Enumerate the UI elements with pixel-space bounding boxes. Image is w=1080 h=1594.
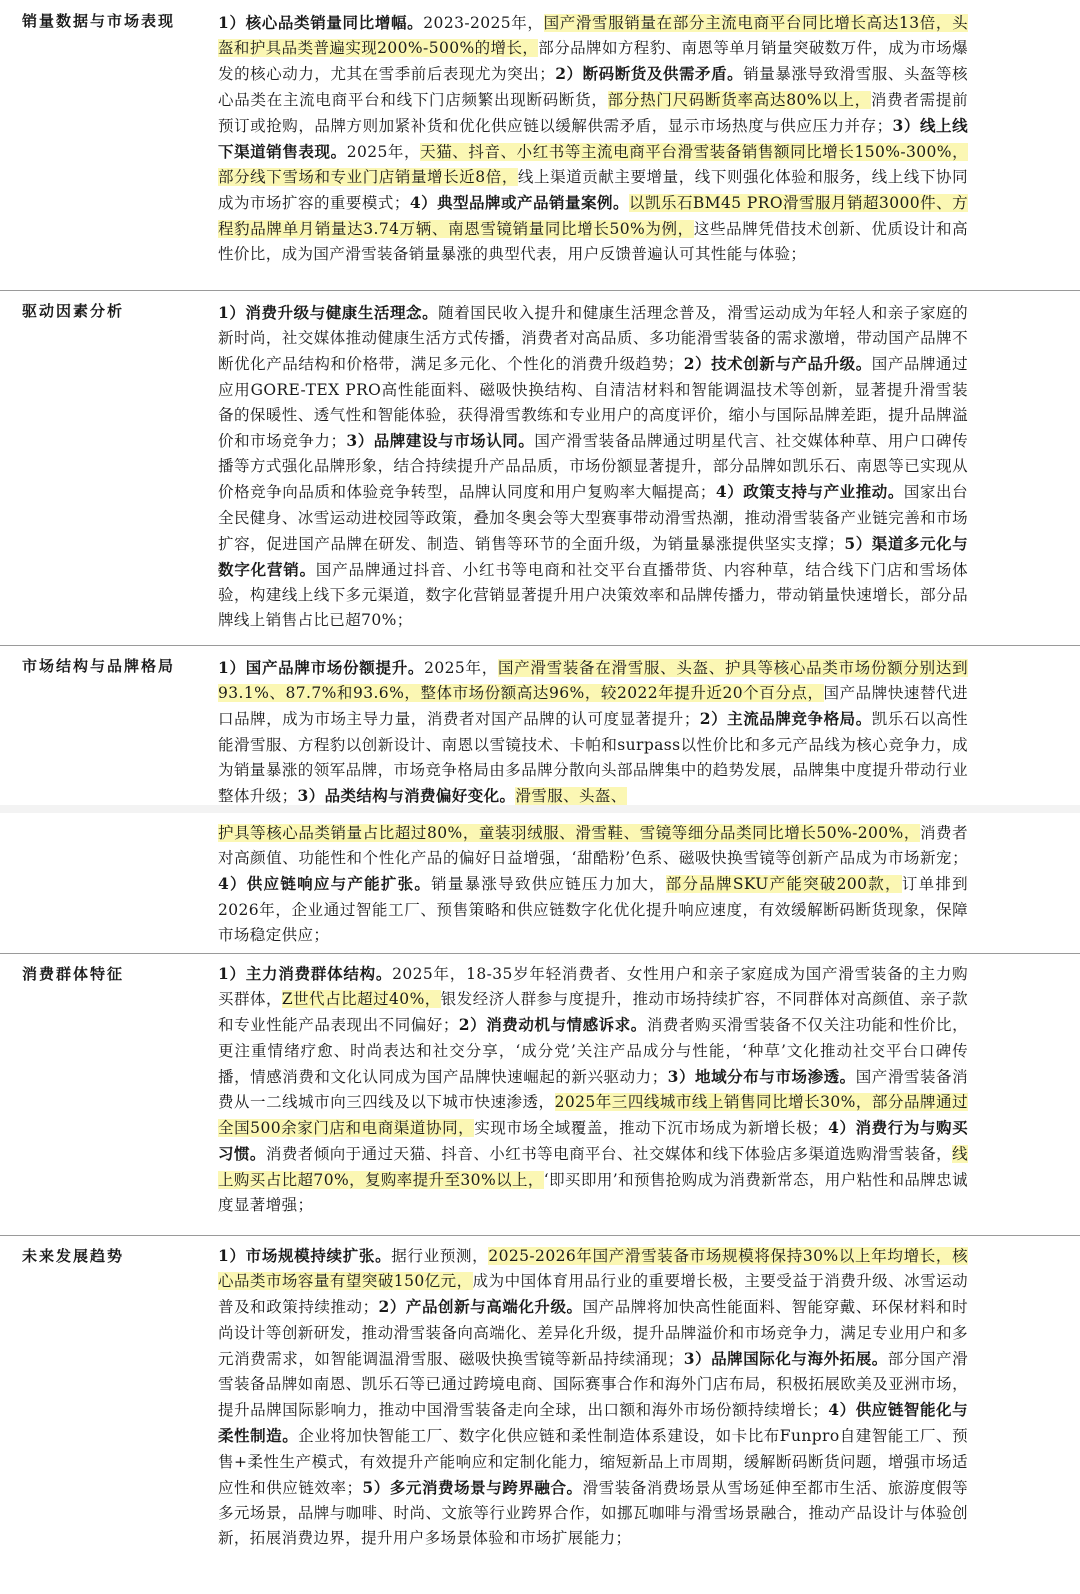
section-sales-data: [0, 0, 1080, 291]
body-text: 国产滑雪装备消费从一二线城市向三四线及以下城市快速渗透，: [218, 1067, 968, 1112]
body-text: 消费者购买滑雪装备不仅关注功能和性价比，更注重情绪疗愈、时尚表达和社交分享，‘成分党’关注产品成分与性能，‘种草’文化推动社交平台口碑传播，情感消费和文化认同成为国产品牌快速崛起的新兴驱动力；: [218, 1016, 968, 1086]
point-heading: 2）断码断货及供需矛盾。: [555, 64, 744, 84]
body-text: 2025年，: [346, 143, 421, 162]
body-text: 部分品牌如方程豹、南恩等单月销量突破数万件，成为市场爆发的核心动力，尤其在雪季前后表现尤为突出；: [218, 39, 968, 84]
highlighted-text: 线上购买占比超70%，复购率提升至30%以上，: [218, 1145, 969, 1189]
highlighted-text: 护具等核心品类销量占比超过80%，童装羽绒服、滑雪鞋、雪镜等细分品类同比增长50%-200%，: [218, 824, 920, 842]
highlighted-text: 滑雪服、头盔、: [515, 787, 627, 806]
section-future-trends: [0, 1235, 1080, 1594]
point-heading: 3）地域分布与市场渗透。: [667, 1066, 856, 1086]
highlighted-text: Z世代占比超过40%，: [281, 990, 441, 1009]
point-heading: 1）国产品牌市场份额提升。: [218, 658, 425, 677]
point-heading: 4）典型品牌或产品销量案例。: [409, 193, 629, 213]
section-body: [218, 300, 968, 634]
highlighted-text: 天猫、抖音、小红书等主流电商平台滑雪装备销售额同比增长150%-300%，部分线下雪场和专业门店销量增长近8倍，: [218, 143, 968, 187]
point-heading: 2）主流品牌竞争格局。: [699, 709, 872, 729]
body-text: 2023-2025年，: [423, 14, 544, 32]
point-heading: 5）多元消费场景与跨界融合。: [362, 1477, 583, 1497]
body-text: 滑雪装备消费场景从雪场延伸至都市生活、旅游度假等多元场景，品牌与咖啡、时尚、文旅等行业跨界合作，如挪瓦咖啡与滑雪场景融合，推动产品设计与体验创新，拓展消费边界，提升用户多场景体验和市场扩展能力；: [218, 1478, 968, 1548]
body-text: 企业将加快智能工厂、数字化供应链和柔性制造体系建设，如卡比布Funpro自建智能工厂、预售+柔性生产模式，有效提升产能响应和定制化能力，缩短新品上市周期，缓解断码断货问题，增强市场适应性和供应链效率；: [218, 1427, 968, 1497]
page-break-gap: [0, 805, 1080, 813]
body-text: 国产滑雪装备品牌通过明星代言、社交媒体种草、用户口碑传播等方式强化品牌形象，结合持续提升产品品质，市场份额显著提升，部分品牌如凯乐石、南恩等已实现从价格竞争向品质和体验竞争转型，品牌认同度和用户复购率大幅提高；: [218, 432, 968, 502]
section-market-structure: [0, 645, 1080, 805]
section-body: [218, 961, 968, 1218]
body-text: 银发经济人群参与度提升，推动市场持续扩容，不同群体对高颜值、亲子款和专业性能产品表现出不同偏好；: [218, 990, 969, 1035]
body-text: 订单排到2026年，企业通过智能工厂、预售策略和供应链数字化优化提升响应速度，有效缓解断码断货现象，保障市场稳定供应；: [218, 875, 968, 944]
body-text: 线上渠道贡献主要增量，线下则强化体验和服务，线上线下协同成为市场扩容的重要模式；: [218, 168, 968, 213]
section-label: 销量数据与市场表现: [22, 12, 176, 30]
body-text: 据行业预测，: [391, 1247, 489, 1265]
body-text: 部分国产滑雪装备品牌如南恩、凯乐石等已通过跨境电商、国际赛事合作和海外门店布局，积极拓展欧美及亚洲市场，提升品牌国际影响力，推动中国滑雪装备走向全球，出口额和海外市场份额持续增长；: [218, 1349, 968, 1420]
body-text: 消费者需提前预订或抢购，品牌方则加紧补货和优化供应链以缓解供需矛盾，显示市场热度与供应压力并存；: [218, 90, 968, 135]
section-body: [218, 821, 968, 948]
point-heading: 4）消费行为与购买习惯。: [218, 1118, 969, 1164]
body-text: 这些品牌凭借技术创新、优质设计和高性价比，成为国产滑雪装备销量暴涨的典型代表，用户反馈普遍认可其性能与体验；: [218, 219, 968, 263]
section-consumer-groups: [0, 953, 1080, 1236]
body-text: 消费者倾向于通过天猫、抖音、小红书等电商平台、社交媒体和线下体验店多渠道选购滑雪装备，: [265, 1145, 953, 1164]
body-text: ‘即买即用’和预售抢购成为消费新常态，用户粘性和品牌忠诚度显著增强；: [218, 1170, 968, 1214]
section-label: 驱动因素分析: [22, 302, 125, 320]
section-label: 市场结构与品牌格局: [22, 657, 176, 675]
body-text: 国产品牌通过应用GORE-TEX PRO高性能面料、磁吸快换结构、自清洁材料和智能调温技术等创新，显著提升滑雪装备的保暖性、透气性和智能体验，获得滑雪教练和专业用户的高度评价，缩小与国际品牌差距，提升品牌溢价和市场竞争力；: [218, 355, 968, 451]
point-heading: 1）消费升级与健康生活理念。: [218, 303, 439, 322]
section-body: [218, 1243, 968, 1551]
body-text: 国产品牌通过抖音、小红书等电商和社交平台直播带货、内容种草，结合线下门店和雪场体验，构建线上线下多元渠道，数字化营销显著提升用户决策效率和品牌传播力，带动销量快速增长，部分品牌线上销售占比已超70%；: [218, 561, 968, 630]
point-heading: 3）线上线下渠道销售表现。: [218, 115, 968, 162]
body-text: 国产品牌快速替代进口品牌，成为市场主导力量，消费者对国产品牌的认可度显著提升；: [218, 684, 968, 729]
point-heading: 1）核心品类销量同比增幅。: [218, 13, 424, 32]
point-heading: 2）消费动机与情感诉求。: [458, 1015, 647, 1035]
highlighted-text: 部分热门尺码断货率高达80%以上，: [607, 90, 871, 109]
section-body: [218, 655, 968, 809]
body-text: 实现市场全域覆盖，推动下沉市场成为新增长极；: [474, 1119, 829, 1138]
body-text: 销量暴涨导致供应链压力加大，: [431, 875, 666, 894]
body-text: 国产品牌将加快高性能面料、智能穿戴、环保材料和时尚设计等创新研发，推动滑雪装备向高端化、差异化升级，提升品牌溢价和市场竞争力，满足专业用户和多元消费需求，如智能调温滑雪服、磁吸快换雪镜等新品持续涌现；: [218, 1298, 968, 1368]
body-text: 国家出台全民健身、冰雪运动进校园等政策，叠加冬奥会等大型赛事带动滑雪热潮，推动滑雪装备产业链完善和市场扩容，促进国产品牌在研发、制造、销售等环节的全面升级，为销量暴涨提供坚实支撑；: [218, 483, 968, 553]
highlighted-text: 以凯乐石BM45 PRO滑雪服月销超3000件、方程豹品牌单月销量达3.74万辆、南恩雪镜销量同比增长50%为例，: [218, 194, 968, 238]
body-text: 凯乐石以高性能滑雪服、方程豹以创新设计、南恩以雪镜技术、卡帕和surpass以性价比和多元产品线为核心竞争力，成为销量暴涨的领军品牌，市场竞争格局由多品牌分散向头部品牌集中的趋势发展，品牌集中度提升带动行业整体升级；: [218, 710, 968, 806]
highlighted-text: 国产滑雪服销量在部分主流电商平台同比增长高达13倍，头盔和护具品类普遍实现200%-500%的增长，: [218, 14, 968, 58]
body-text: 消费者对高颜值、功能性和个性化产品的偏好日益增强，‘甜酷粉’色系、磁吸快换雪镜等创新产品成为市场新宠；: [218, 824, 968, 868]
highlighted-text: 2025-2026年国产滑雪装备市场规模将保持30%以上年均增长，核心品类市场容量有望突破150亿元，: [218, 1247, 969, 1291]
section-body: [218, 10, 968, 267]
point-heading: 5）渠道多元化与数字化营销。: [218, 533, 968, 580]
section-label: 未来发展趋势: [22, 1247, 125, 1265]
point-heading: 4）政策支持与产业推动。: [715, 482, 904, 502]
point-heading: 4）供应链智能化与柔性制造。: [218, 1400, 968, 1446]
body-text: 销量暴涨导致滑雪服、头盔等核心品类在主流电商平台和线下门店频繁出现断码断货，: [218, 65, 968, 109]
body-text: 2025年，: [424, 659, 498, 677]
point-heading: 3）品牌建设与市场认同。: [346, 431, 535, 451]
body-text: 随着国民收入提升和健康生活理念普及，滑雪运动成为年轻人和亲子家庭的新时尚，社交媒体推动健康生活方式传播，消费者对高品质、多功能滑雪装备的需求激增，带动国产品牌不断优化产品结构和价格带，满足多元化、个性化的消费升级趋势；: [218, 304, 968, 374]
highlighted-text: 部分品牌SKU产能突破200款，: [665, 875, 902, 894]
section-label: 消费群体特征: [22, 965, 125, 983]
highlighted-text: 国产滑雪装备在滑雪服、头盔、护具等核心品类市场份额分别达到93.1%、87.7%和93.6%，整体市场份额高达96%，较2022年提升近20个百分点，: [218, 659, 968, 703]
point-heading: 2）技术创新与产品升级。: [683, 354, 872, 374]
body-text: 成为中国体育用品行业的重要增长极，主要受益于消费升级、冰雪运动普及和政策持续推动；: [218, 1272, 968, 1317]
point-heading: 4）供应链响应与产能扩张。: [218, 874, 432, 894]
section-driving-factors: [0, 290, 1080, 646]
body-text: 2025年，18-35岁年轻消费者、女性用户和亲子家庭成为国产滑雪装备的主力购买群体，: [218, 965, 969, 1009]
point-heading: 1）市场规模持续扩张。: [218, 1246, 392, 1265]
point-heading: 3）品类结构与消费偏好变化。: [297, 786, 516, 806]
highlighted-text: 2025年三四线城市线上销售同比增长30%，部分品牌通过全国500余家门店和电商渠道协同，: [218, 1093, 968, 1138]
point-heading: 2）产品创新与高端化升级。: [378, 1297, 583, 1317]
point-heading: 3）品牌国际化与海外拓展。: [683, 1348, 888, 1368]
point-heading: 1）主力消费群体结构。: [218, 964, 393, 983]
section-market-structure-continued: [0, 813, 1080, 954]
